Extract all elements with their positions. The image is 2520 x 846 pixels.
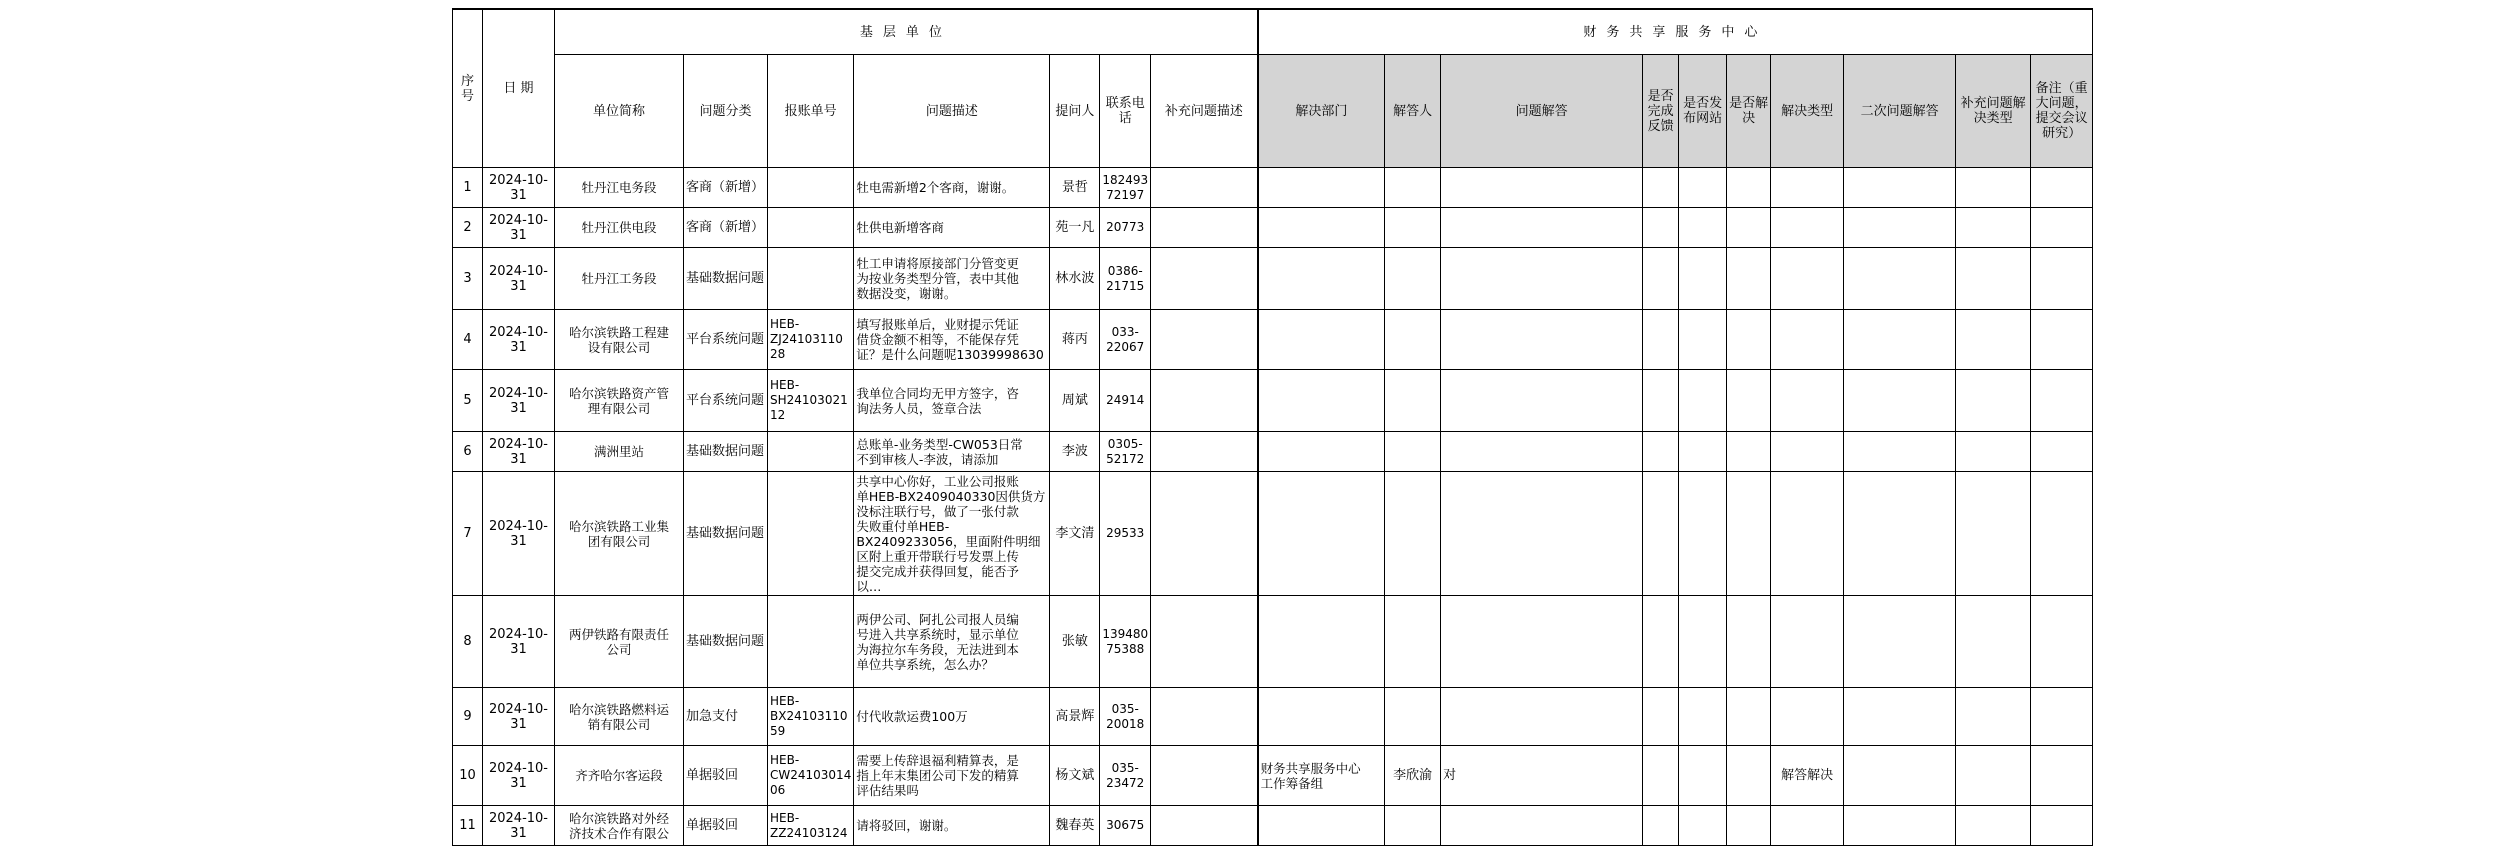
cell-description[interactable]: 付代收款运费100万 [854, 688, 1050, 746]
header-report-no: 报账单号 [768, 55, 854, 168]
cell-answerer[interactable] [1385, 688, 1441, 746]
section-title-grassroots: 基层单位 [555, 9, 1258, 55]
cell-date[interactable]: 2024-10-31 [483, 168, 555, 208]
header-answerer: 解答人 [1385, 55, 1441, 168]
cell-solution-type[interactable] [1771, 248, 1844, 310]
cell-remark[interactable] [2031, 208, 2093, 248]
cell-supplement[interactable] [1151, 208, 1258, 248]
cell-second-answer[interactable] [1844, 806, 1956, 846]
cell-unit[interactable]: 哈尔滨铁路燃料运 销有限公司 [555, 688, 684, 746]
cell-category[interactable]: 平台系统问题 [684, 370, 768, 432]
cell-asker[interactable]: 高景辉 [1050, 688, 1100, 746]
cell-seq[interactable]: 6 [453, 432, 483, 472]
cell-asker[interactable]: 周斌 [1050, 370, 1100, 432]
cell-feedback-done[interactable] [1643, 168, 1679, 208]
header-seq: 序号 [453, 9, 483, 168]
cell-supplement[interactable] [1151, 806, 1258, 846]
cell-report-no[interactable] [768, 168, 854, 208]
cell-resolved[interactable] [1727, 208, 1771, 248]
cell-answer[interactable]: 对 [1441, 746, 1643, 806]
cell-solution-type[interactable] [1771, 472, 1844, 596]
cell-resolved[interactable] [1727, 472, 1771, 596]
cell-seq[interactable]: 4 [453, 310, 483, 370]
cell-resolved[interactable] [1727, 432, 1771, 472]
cell-feedback-done[interactable] [1643, 248, 1679, 310]
cell-phone[interactable]: 0305- 52172 [1100, 432, 1151, 472]
cell-supp-solution-type[interactable] [1956, 168, 2031, 208]
cell-answer[interactable] [1441, 432, 1643, 472]
cell-answerer[interactable] [1385, 208, 1441, 248]
cell-answer[interactable] [1441, 168, 1643, 208]
cell-phone[interactable]: 30675 [1100, 806, 1151, 846]
cell-solution-type[interactable] [1771, 688, 1844, 746]
cell-supplement[interactable] [1151, 746, 1258, 806]
cell-description[interactable]: 填写报账单后，业财提示凭证 借贷金额不相等，不能保存凭 证？是什么问题呢13039998630 [854, 310, 1050, 370]
cell-solution-type[interactable] [1771, 432, 1844, 472]
header-answer: 问题解答 [1441, 55, 1643, 168]
cell-supp-solution-type[interactable] [1956, 746, 2031, 806]
cell-resolved[interactable] [1727, 168, 1771, 208]
cell-description[interactable]: 牡电需新增2个客商，谢谢。 [854, 168, 1050, 208]
cell-remark[interactable] [2031, 472, 2093, 596]
cell-remark[interactable] [2031, 596, 2093, 688]
cell-answer[interactable] [1441, 248, 1643, 310]
cell-feedback-done[interactable] [1643, 472, 1679, 596]
cell-second-answer[interactable] [1844, 310, 1956, 370]
cell-category[interactable]: 单据驳回 [684, 806, 768, 846]
cell-answer[interactable] [1441, 688, 1643, 746]
cell-published[interactable] [1679, 168, 1727, 208]
cell-solution-type[interactable] [1771, 370, 1844, 432]
header-supp-solution-type: 补充问题解决类型 [1956, 55, 2031, 168]
cell-seq[interactable]: 11 [453, 806, 483, 846]
header-date: 日 期 [483, 9, 555, 168]
cell-date[interactable]: 2024-10-31 [483, 688, 555, 746]
header-asker: 提问人 [1050, 55, 1100, 168]
cell-resolved[interactable] [1727, 806, 1771, 846]
table-row [453, 806, 2093, 846]
cell-feedback-done[interactable] [1643, 806, 1679, 846]
cell-feedback-done[interactable] [1643, 688, 1679, 746]
cell-answerer[interactable] [1385, 168, 1441, 208]
cell-report-no[interactable] [768, 248, 854, 310]
cell-seq[interactable]: 2 [453, 208, 483, 248]
cell-second-answer[interactable] [1844, 168, 1956, 208]
cell-unit[interactable]: 哈尔滨铁路资产管 理有限公司 [555, 370, 684, 432]
cell-published[interactable] [1679, 248, 1727, 310]
cell-second-answer[interactable] [1844, 746, 1956, 806]
cell-date[interactable]: 2024-10-31 [483, 208, 555, 248]
cell-remark[interactable] [2031, 688, 2093, 746]
cell-resolved[interactable] [1727, 370, 1771, 432]
cell-answer[interactable] [1441, 208, 1643, 248]
cell-asker[interactable]: 景哲 [1050, 168, 1100, 208]
cell-answerer[interactable] [1385, 310, 1441, 370]
cell-date[interactable]: 2024-10-31 [483, 806, 555, 846]
cell-supplement[interactable] [1151, 168, 1258, 208]
cell-report-no[interactable] [768, 208, 854, 248]
cell-report-no[interactable]: HEB- SH24103021 12 [768, 370, 854, 432]
cell-supplement[interactable] [1151, 596, 1258, 688]
cell-solution-type[interactable] [1771, 806, 1844, 846]
cell-resolved[interactable] [1727, 688, 1771, 746]
cell-unit[interactable]: 齐齐哈尔客运段 [555, 746, 684, 806]
cell-category[interactable]: 单据驳回 [684, 746, 768, 806]
problem-register-table [452, 8, 2093, 846]
cell-dept[interactable] [1258, 432, 1385, 472]
cell-published[interactable] [1679, 806, 1727, 846]
cell-feedback-done[interactable] [1643, 596, 1679, 688]
section-title-shared-center: 财务共享服务中心 [1258, 9, 2093, 55]
cell-supplement[interactable] [1151, 472, 1258, 596]
table-row [453, 688, 2093, 746]
cell-unit[interactable]: 哈尔滨铁路工业集 团有限公司 [555, 472, 684, 596]
cell-phone[interactable]: 0386- 21715 [1100, 248, 1151, 310]
cell-remark[interactable] [2031, 248, 2093, 310]
cell-dept[interactable] [1258, 310, 1385, 370]
cell-description[interactable]: 牡供电新增客商 [854, 208, 1050, 248]
cell-phone[interactable]: 035- 23472 [1100, 746, 1151, 806]
header-second-answer: 二次问题解答 [1844, 55, 1956, 168]
cell-answer[interactable] [1441, 310, 1643, 370]
cell-remark[interactable] [2031, 746, 2093, 806]
cell-report-no[interactable] [768, 432, 854, 472]
header-unit: 单位简称 [555, 55, 684, 168]
cell-second-answer[interactable] [1844, 248, 1956, 310]
cell-resolved[interactable] [1727, 310, 1771, 370]
cell-second-answer[interactable] [1844, 596, 1956, 688]
cell-resolved[interactable] [1727, 248, 1771, 310]
cell-unit[interactable]: 哈尔滨铁路工程建 设有限公司 [555, 310, 684, 370]
cell-dept[interactable] [1258, 208, 1385, 248]
cell-solution-type[interactable] [1771, 208, 1844, 248]
cell-feedback-done[interactable] [1643, 432, 1679, 472]
table-row [453, 746, 2093, 806]
cell-answer[interactable] [1441, 472, 1643, 596]
cell-phone[interactable]: 24914 [1100, 370, 1151, 432]
cell-date[interactable]: 2024-10-31 [483, 472, 555, 596]
cell-report-no[interactable]: HEB- CW24103014 06 [768, 746, 854, 806]
cell-unit[interactable]: 牡丹江供电段 [555, 208, 684, 248]
cell-category[interactable]: 基础数据问题 [684, 472, 768, 596]
cell-feedback-done[interactable] [1643, 208, 1679, 248]
cell-remark[interactable] [2031, 432, 2093, 472]
cell-feedback-done[interactable] [1643, 370, 1679, 432]
cell-report-no[interactable] [768, 596, 854, 688]
cell-answerer[interactable] [1385, 432, 1441, 472]
cell-remark[interactable] [2031, 806, 2093, 846]
cell-dept[interactable] [1258, 168, 1385, 208]
cell-phone[interactable]: 033- 22067 [1100, 310, 1151, 370]
cell-report-no[interactable]: HEB- ZZ24103124 [768, 806, 854, 846]
table-row [453, 596, 2093, 688]
cell-category[interactable]: 客商（新增） [684, 168, 768, 208]
cell-published[interactable] [1679, 688, 1727, 746]
cell-description[interactable]: 需要上传辞退福利精算表，是 指上年末集团公司下发的精算 评估结果吗 [854, 746, 1050, 806]
cell-feedback-done[interactable] [1643, 310, 1679, 370]
cell-asker[interactable]: 张敏 [1050, 596, 1100, 688]
cell-seq[interactable]: 8 [453, 596, 483, 688]
cell-solution-type[interactable] [1771, 596, 1844, 688]
cell-date[interactable]: 2024-10-31 [483, 370, 555, 432]
cell-published[interactable] [1679, 310, 1727, 370]
cell-dept[interactable] [1258, 248, 1385, 310]
cell-date[interactable]: 2024-10-31 [483, 432, 555, 472]
table-row [453, 432, 2093, 472]
header-remark: 备注（重大问题，提交会议研究） [2031, 55, 2093, 168]
table-body [453, 168, 2093, 846]
header-phone: 联系电话 [1100, 55, 1151, 168]
cell-category[interactable]: 加急支付 [684, 688, 768, 746]
cell-asker[interactable]: 李波 [1050, 432, 1100, 472]
cell-supp-solution-type[interactable] [1956, 432, 2031, 472]
table-row [453, 472, 2093, 596]
cell-supp-solution-type[interactable] [1956, 472, 2031, 596]
cell-supplement[interactable] [1151, 432, 1258, 472]
cell-answer[interactable] [1441, 806, 1643, 846]
table-row [453, 248, 2093, 310]
cell-second-answer[interactable] [1844, 688, 1956, 746]
cell-supp-solution-type[interactable] [1956, 310, 2031, 370]
header-dept: 解决部门 [1258, 55, 1385, 168]
cell-published[interactable] [1679, 746, 1727, 806]
cell-answerer[interactable] [1385, 248, 1441, 310]
cell-phone[interactable]: 29533 [1100, 472, 1151, 596]
header-description: 问题描述 [854, 55, 1050, 168]
cell-answerer[interactable] [1385, 806, 1441, 846]
cell-published[interactable] [1679, 596, 1727, 688]
cell-supp-solution-type[interactable] [1956, 596, 2031, 688]
cell-dept[interactable] [1258, 472, 1385, 596]
cell-supp-solution-type[interactable] [1956, 688, 2031, 746]
cell-description[interactable]: 牡工申请将原接部门分管变更 为按业务类型分管，表中其他 数据没变，谢谢。 [854, 248, 1050, 310]
cell-report-no[interactable] [768, 472, 854, 596]
cell-second-answer[interactable] [1844, 208, 1956, 248]
cell-seq[interactable]: 9 [453, 688, 483, 746]
table-row [453, 310, 2093, 370]
cell-phone[interactable]: 139480 75388 [1100, 596, 1151, 688]
cell-date[interactable]: 2024-10-31 [483, 310, 555, 370]
cell-supp-solution-type[interactable] [1956, 208, 2031, 248]
cell-category[interactable]: 基础数据问题 [684, 248, 768, 310]
cell-seq[interactable]: 3 [453, 248, 483, 310]
cell-answer[interactable] [1441, 370, 1643, 432]
header-supplement-desc: 补充问题描述 [1151, 55, 1258, 168]
table-row [453, 370, 2093, 432]
cell-description[interactable]: 我单位合同均无甲方签字，咨 询法务人员，签章合法 [854, 370, 1050, 432]
cell-dept[interactable] [1258, 688, 1385, 746]
cell-dept[interactable] [1258, 806, 1385, 846]
cell-second-answer[interactable] [1844, 370, 1956, 432]
cell-description[interactable]: 请将驳回，谢谢。 [854, 806, 1050, 846]
cell-unit[interactable]: 哈尔滨铁路对外经 济技术合作有限公 [555, 806, 684, 846]
header-feedback-done: 是否完成反馈 [1643, 55, 1679, 168]
cell-seq[interactable]: 1 [453, 168, 483, 208]
cell-report-no[interactable]: HEB- ZJ24103110 28 [768, 310, 854, 370]
cell-report-no[interactable]: HEB- BX24103110 59 [768, 688, 854, 746]
header-published: 是否发布网站 [1679, 55, 1727, 168]
cell-asker[interactable]: 蒋丙 [1050, 310, 1100, 370]
cell-remark[interactable] [2031, 168, 2093, 208]
cell-asker[interactable]: 魏春英 [1050, 806, 1100, 846]
cell-answerer[interactable]: 李欣渝 [1385, 746, 1441, 806]
cell-feedback-done[interactable] [1643, 746, 1679, 806]
cell-solution-type[interactable] [1771, 168, 1844, 208]
cell-phone[interactable]: 035- 20018 [1100, 688, 1151, 746]
cell-date[interactable]: 2024-10-31 [483, 248, 555, 310]
cell-unit[interactable]: 牡丹江电务段 [555, 168, 684, 208]
header-resolved: 是否解决 [1727, 55, 1771, 168]
cell-solution-type[interactable] [1771, 310, 1844, 370]
cell-published[interactable] [1679, 370, 1727, 432]
cell-answerer[interactable] [1385, 596, 1441, 688]
cell-description[interactable]: 总账单-业务类型-CW053日常 不到审核人-李波，请添加 [854, 432, 1050, 472]
cell-supplement[interactable] [1151, 310, 1258, 370]
cell-dept[interactable]: 财务共享服务中心 工作筹备组 [1258, 746, 1385, 806]
cell-asker[interactable]: 苑一凡 [1050, 208, 1100, 248]
cell-category[interactable]: 基础数据问题 [684, 596, 768, 688]
cell-supplement[interactable] [1151, 370, 1258, 432]
cell-unit[interactable]: 牡丹江工务段 [555, 248, 684, 310]
cell-answer[interactable] [1441, 596, 1643, 688]
cell-date[interactable]: 2024-10-31 [483, 596, 555, 688]
cell-asker[interactable]: 李文清 [1050, 472, 1100, 596]
cell-second-answer[interactable] [1844, 432, 1956, 472]
cell-description[interactable]: 共享中心你好，工业公司报账 单HEB-BX2409040330因供货方 没标注联行号，做了一张付款 失败重付单HEB- BX2409233056，里面附件明细 区附上重开带联行号发票上传 提交完成并获得回复，能否予 以… [854, 472, 1050, 596]
table-row [453, 168, 2093, 208]
cell-supplement[interactable] [1151, 688, 1258, 746]
cell-description[interactable]: 两伊公司、阿扎公司报人员编 号进入共享系统时，显示单位 为海拉尔车务段，无法进到本 单位共享系统，怎么办？ [854, 596, 1050, 688]
cell-dept[interactable] [1258, 596, 1385, 688]
cell-seq[interactable]: 10 [453, 746, 483, 806]
cell-supp-solution-type[interactable] [1956, 806, 2031, 846]
cell-asker[interactable]: 杨文斌 [1050, 746, 1100, 806]
cell-answerer[interactable] [1385, 472, 1441, 596]
cell-unit[interactable]: 满洲里站 [555, 432, 684, 472]
cell-supp-solution-type[interactable] [1956, 370, 2031, 432]
cell-second-answer[interactable] [1844, 472, 1956, 596]
cell-seq[interactable]: 5 [453, 370, 483, 432]
cell-category[interactable]: 平台系统问题 [684, 310, 768, 370]
cell-resolved[interactable] [1727, 746, 1771, 806]
cell-solution-type[interactable]: 解答解决 [1771, 746, 1844, 806]
cell-resolved[interactable] [1727, 596, 1771, 688]
cell-seq[interactable]: 7 [453, 472, 483, 596]
cell-remark[interactable] [2031, 370, 2093, 432]
cell-dept[interactable] [1258, 370, 1385, 432]
cell-published[interactable] [1679, 432, 1727, 472]
header-solution-type: 解决类型 [1771, 55, 1844, 168]
cell-date[interactable]: 2024-10-31 [483, 746, 555, 806]
cell-published[interactable] [1679, 208, 1727, 248]
cell-phone[interactable]: 20773 [1100, 208, 1151, 248]
header-category: 问题分类 [684, 55, 768, 168]
cell-phone[interactable]: 182493 72197 [1100, 168, 1151, 208]
cell-unit[interactable]: 两伊铁路有限责任 公司 [555, 596, 684, 688]
cell-category[interactable]: 客商（新增） [684, 208, 768, 248]
cell-answerer[interactable] [1385, 370, 1441, 432]
cell-remark[interactable] [2031, 310, 2093, 370]
cell-asker[interactable]: 林水波 [1050, 248, 1100, 310]
table-row [453, 208, 2093, 248]
cell-category[interactable]: 基础数据问题 [684, 432, 768, 472]
cell-published[interactable] [1679, 472, 1727, 596]
cell-supp-solution-type[interactable] [1956, 248, 2031, 310]
cell-supplement[interactable] [1151, 248, 1258, 310]
